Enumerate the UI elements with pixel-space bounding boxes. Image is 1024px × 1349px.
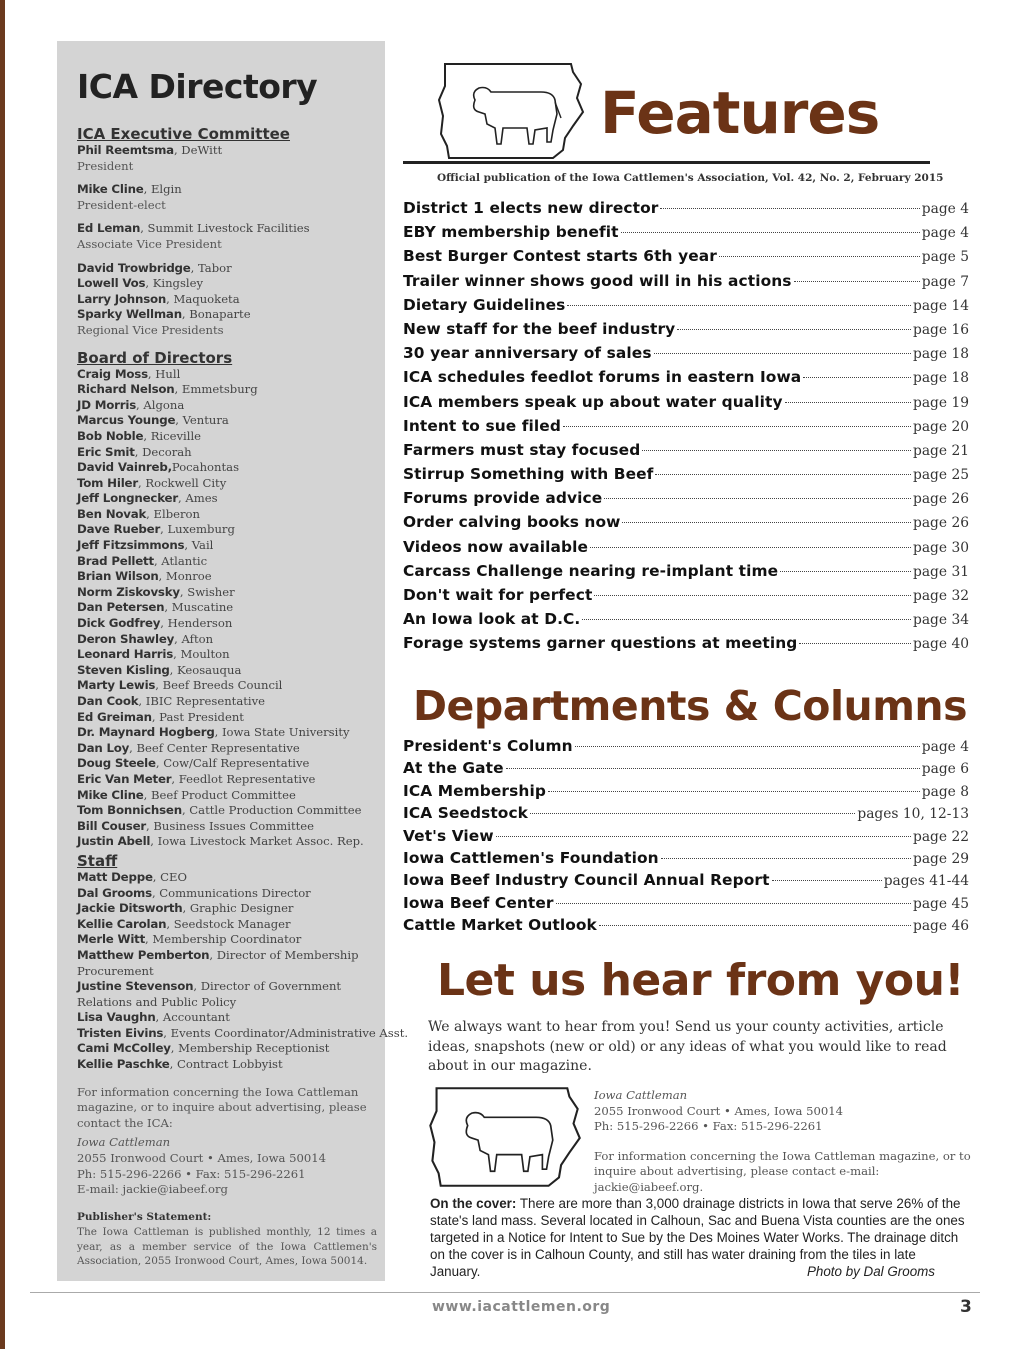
toc-entry-title: Farmers must stay focused [403, 440, 641, 459]
hear-address-line: 2055 Ironwood Court • Ames, Iowa 50014 [594, 1103, 843, 1118]
directory-entry: Bob Noble, Riceville [77, 428, 202, 443]
exec-committee-heading: ICA Executive Committee [77, 125, 290, 143]
directory-entry: David Vainreb,Pocahontas [77, 460, 240, 475]
toc-leader-dots [660, 208, 919, 209]
publisher-statement: The Iowa Cattleman is published monthly, 12 times a year, as a member service of the Iowa Cattlemen's Association, 2055 Ironwood Court, Ames, Iowa 50014. [77, 1226, 377, 1268]
toc-leader-dots [780, 571, 911, 572]
directory-role: Associate Vice President [77, 236, 222, 251]
toc-entry-title: Forums provide advice [403, 489, 603, 508]
toc-entry-page: page 16 [913, 321, 969, 338]
iowa-cattle-logo-small [425, 1082, 583, 1192]
toc-entry [403, 538, 969, 562]
directory-entry: Bill Couser, Business Issues Committee [77, 818, 314, 833]
toc-leader-dots [794, 281, 920, 282]
directory-entry: Larry Johnson, Maquoketa [77, 291, 240, 306]
toc-entry-page: page 40 [913, 636, 969, 653]
toc-entry [403, 737, 969, 759]
toc-entry-title: President's Column [403, 737, 573, 755]
toc-entry-page: page 8 [921, 783, 969, 800]
toc-leader-dots [604, 498, 911, 499]
toc-entry-title: At the Gate [403, 759, 504, 778]
directory-entry: Kellie Paschke, Contract Lobbyist [77, 1057, 283, 1072]
directory-entry: Dan Petersen, Muscatine [77, 600, 234, 615]
directory-entry: Matthew Pemberton, Director of Membership Procurement [77, 947, 359, 978]
toc-entry-page: page 30 [913, 539, 969, 556]
toc-entry-title: Videos now available [403, 537, 589, 556]
toc-entry-page: page 22 [913, 828, 969, 845]
toc-entry-page: page 21 [913, 442, 969, 459]
directory-entry: Phil Reemtsma, DeWitt [77, 143, 223, 157]
directory-entry: Dick Godfrey, Henderson [77, 616, 233, 631]
toc-entry [403, 296, 969, 320]
directory-entry: Dan Loy, Beef Center Representative [77, 740, 300, 755]
toc-leader-dots [719, 256, 920, 257]
toc-entry [403, 320, 969, 344]
page-number: 3 [960, 1297, 972, 1317]
directory-entry: Kellie Carolan, Seedstock Manager [77, 916, 291, 931]
toc-leader-dots [677, 329, 911, 330]
toc-leader-dots [506, 768, 920, 769]
toc-leader-dots [785, 402, 911, 403]
staff-heading: Staff [77, 851, 118, 870]
directory-entry: Jeff Fitzsimmons, Vail [77, 538, 214, 553]
departments-title: Departments & Columns [413, 682, 968, 730]
toc-entry-title: Don't wait for perfect [403, 586, 593, 604]
directory-entry: Deron Shawley, Afton [77, 631, 214, 646]
toc-leader-dots [563, 426, 911, 427]
hear-address-name: Iowa Cattleman [594, 1088, 688, 1102]
toc-entry-title: Forage systems garner questions at meeting [403, 634, 798, 653]
toc-entry-page: page 7 [921, 273, 969, 290]
toc-leader-dots [622, 522, 911, 523]
toc-entry [403, 465, 969, 489]
toc-leader-dots [772, 880, 882, 881]
toc-leader-dots [590, 547, 911, 548]
toc-entry-page: page 25 [913, 467, 969, 484]
hear-info-text: For information concerning the Iowa Cattleman magazine, or to inquire about advertising, please contact e-mail: jackie@iabeef.org. [594, 1148, 971, 1194]
directory-entry: Justin Abell, Iowa Livestock Market Assoc. Rep. [77, 834, 364, 849]
directory-list [77, 123, 409, 1269]
toc-entry-page: page 14 [913, 297, 969, 314]
toc-entry [403, 513, 969, 537]
contact-info-text: For information concerning the Iowa Cattleman magazine, or to inquire about advertising, please contact the ICA: [77, 1084, 367, 1130]
iowa-cattle-logo [435, 58, 585, 164]
hear-phone-line: Ph: 515-296-2266 • Fax: 515-296-2261 [594, 1119, 823, 1133]
toc-entry [403, 804, 969, 826]
toc-entry-title: Dietary Guidelines [403, 295, 566, 314]
toc-entry-title: 30 year anniversary of sales [403, 344, 652, 363]
directory-entry: Craig Moss, Hull [77, 366, 181, 381]
toc-entry-title: Iowa Beef Center [403, 893, 554, 912]
toc-entry [403, 344, 969, 368]
directory-entry: Brad Pellett, Atlantic [77, 553, 208, 568]
directory-entry: Norm Ziskovsky, Swisher [77, 584, 235, 599]
header-rule [403, 161, 930, 164]
features-list [403, 199, 969, 659]
board-heading: Board of Directors [77, 348, 233, 367]
toc-entry [403, 489, 969, 513]
toc-entry-page: page 46 [913, 918, 969, 935]
email-line: E-mail: jackie@iabeef.org [77, 1182, 228, 1197]
directory-role: President-elect [77, 197, 166, 212]
directory-entry: Dan Cook, IBIC Representative [77, 694, 266, 708]
cover-text: There are more than 3,000 drainage districts in Iowa that serve 26% of the state's land mass. Several located in Calhoun, Sac and Buena Vista counties are the ones targeted in a Notice for Intent to Sue by the Des Moines Water Works. The drainage ditch on the cover is in Calhoun County, and still has water draining from the tiles in late January. [430, 1196, 965, 1279]
toc-entry-title: Best Burger Contest starts 6th year [403, 247, 717, 266]
toc-entry-title: Carcass Challenge nearing re-implant time [403, 561, 779, 580]
directory-entry: Tristen Eivins, Events Coordinator/Administrative Asst. [77, 1025, 409, 1040]
directory-entry: JD Morris, Algona [77, 397, 185, 412]
toc-entry-page: page 45 [913, 895, 969, 912]
toc-entry [403, 634, 969, 658]
toc-entry-page: page 20 [913, 418, 969, 435]
directory-entry: Dr. Maynard Hogberg, Iowa State University [77, 725, 350, 740]
toc-entry [403, 759, 969, 781]
toc-entry-page: page 18 [913, 346, 969, 363]
directory-title: ICA Directory [77, 67, 318, 106]
toc-entry-page: page 18 [913, 370, 969, 387]
toc-entry-title: ICA schedules feedlot forums in eastern Iowa [403, 368, 802, 387]
directory-entry: Merle Witt, Membership Coordinator [77, 932, 302, 947]
directory-entry: Sparky Wellman, Bonaparte [77, 307, 251, 322]
hear-body: We always want to hear from you! Send us your county activities, article ideas, snapshots (new or old) or any ideas of what you would like to read about in our magazine. [428, 1019, 947, 1074]
toc-entry-page: page 26 [913, 515, 969, 532]
directory-entry: Eric Van Meter, Feedlot Representative [77, 771, 316, 786]
page-edge-strip [0, 0, 5, 1349]
toc-leader-dots [799, 643, 911, 644]
hear-title: Let us hear from you! [437, 955, 964, 1006]
departments-list [403, 737, 969, 939]
toc-entry-page: page 34 [913, 612, 969, 629]
directory-entry: Tom Bonnichsen, Cattle Production Committee [77, 803, 362, 818]
directory-entry: David Trowbridge, Tabor [77, 260, 232, 275]
directory-entry: Jeff Longnecker, Ames [77, 491, 218, 506]
toc-leader-dots [496, 836, 911, 837]
directory-entry: Eric Smit, Decorah [77, 444, 192, 459]
directory-entry: Steven Kisling, Keosauqua [77, 662, 242, 677]
toc-leader-dots [661, 858, 911, 859]
toc-entry [403, 586, 969, 610]
toc-leader-dots [599, 925, 911, 926]
directory-entry: Brian Wilson, Monroe [77, 569, 212, 584]
directory-entry: Dave Rueber, Luxemburg [77, 522, 235, 537]
toc-leader-dots [575, 746, 920, 747]
toc-entry [403, 441, 969, 465]
toc-entry-page: page 6 [921, 761, 969, 778]
toc-entry [403, 916, 969, 938]
toc-entry-title: New staff for the beef industry [403, 319, 676, 338]
directory-entry: Mike Cline, Beef Product Committee [77, 787, 296, 802]
toc-entry-title: An Iowa look at D.C. [403, 610, 581, 629]
toc-leader-dots [803, 377, 911, 378]
toc-entry-title: District 1 elects new director [403, 199, 659, 217]
toc-entry [403, 562, 969, 586]
directory-entry: Matt Deppe, CEO [77, 869, 187, 884]
directory-entry: Lowell Vos, Kingsley [77, 276, 204, 291]
publisher-heading: Publisher's Statement: [77, 1210, 212, 1223]
toc-entry-page: page 19 [913, 394, 969, 411]
toc-leader-dots [582, 619, 911, 620]
directory-entry: Tom Hiler, Rockwell City [77, 475, 227, 490]
toc-entry-title: Order calving books now [403, 513, 621, 532]
toc-leader-dots [567, 305, 911, 306]
toc-entry-title: Iowa Beef Industry Council Annual Report [403, 871, 770, 890]
toc-entry-title: Stirrup Something with Beef [403, 465, 654, 484]
toc-entry-page: page 4 [921, 225, 969, 242]
toc-leader-dots [654, 353, 911, 354]
toc-entry-page: pages 10, 12-13 [857, 806, 969, 823]
toc-leader-dots [530, 813, 855, 814]
toc-entry [403, 199, 969, 223]
toc-entry [403, 247, 969, 271]
toc-entry [403, 849, 969, 871]
toc-entry [403, 782, 969, 804]
toc-entry-page: page 5 [921, 249, 969, 266]
toc-leader-dots [655, 474, 911, 475]
toc-entry-title: EBY membership benefit [403, 223, 619, 242]
phone-line: Ph: 515-296-2266 • Fax: 515-296-2261 [77, 1166, 306, 1181]
toc-entry-title: ICA Seedstock [403, 804, 529, 823]
directory-entry: Ed Leman, Summit Livestock Facilities [77, 221, 310, 236]
directory-entry: Dal Grooms, Communications Director [77, 885, 311, 900]
directory-entry: Ben Novak, Elberon [77, 506, 200, 521]
toc-leader-dots [642, 450, 911, 451]
directory-entry: Jackie Ditsworth, Graphic Designer [77, 901, 294, 916]
toc-entry-page: page 31 [913, 563, 969, 580]
address-name: Iowa Cattleman [77, 1135, 171, 1150]
footer-rule [30, 1292, 980, 1293]
directory-role: Regional Vice Presidents [77, 322, 224, 337]
toc-entry [403, 827, 969, 849]
directory-entry: Richard Nelson, Emmetsburg [77, 382, 258, 397]
toc-leader-dots [548, 791, 920, 792]
toc-entry-title: ICA Membership [403, 781, 546, 800]
publication-line: Official publication of the Iowa Cattlemen's Association, Vol. 42, No. 2, February 2015 [437, 172, 944, 184]
features-title: Features [600, 79, 880, 147]
cover-caption [430, 1196, 967, 1281]
toc-entry-title: Intent to sue filed [403, 416, 561, 435]
directory-entry: Justine Stevenson, Director of Government Relations and Public Policy [77, 979, 342, 1009]
toc-entry-title: Vet's View [403, 826, 494, 845]
toc-entry-page: page 29 [913, 850, 969, 867]
toc-entry-page: pages 41-44 [883, 873, 969, 890]
toc-entry-title: ICA members speak up about water quality [403, 392, 783, 411]
toc-entry-page: page 26 [913, 491, 969, 508]
photo-credit: Photo by Dal Grooms [806, 1263, 935, 1279]
toc-entry [403, 417, 969, 441]
toc-entry-title: Iowa Cattlemen's Foundation [403, 848, 659, 867]
footer-url[interactable]: www.iacattlemen.org [432, 1299, 611, 1315]
toc-entry-title: Trailer winner shows good will in his actions [403, 271, 792, 290]
toc-entry-page: page 4 [921, 201, 969, 217]
directory-entry: Mike Cline, Elgin [77, 182, 182, 197]
toc-entry [403, 368, 969, 392]
toc-entry [403, 871, 969, 893]
directory-entry: Marty Lewis, Beef Breeds Council [77, 678, 283, 693]
toc-leader-dots [621, 232, 920, 233]
toc-leader-dots [594, 595, 911, 596]
toc-entry [403, 610, 969, 634]
directory-entry: Marcus Younge, Ventura [77, 413, 229, 428]
toc-entry [403, 223, 969, 247]
hear-address-block [594, 1088, 974, 1195]
toc-entry-page: page 4 [921, 739, 969, 755]
directory-entry: Doug Steele, Cow/Calf Representative [77, 756, 310, 771]
directory-sidebar [57, 41, 409, 1281]
cover-label: On the cover: [430, 1196, 517, 1211]
directory-entry: Lisa Vaughn, Accountant [77, 1010, 230, 1025]
toc-entry-page: page 32 [913, 588, 969, 604]
directory-role: President [77, 158, 134, 173]
directory-entry: Leonard Harris, Moulton [77, 647, 230, 662]
toc-entry-title: Cattle Market Outlook [403, 916, 597, 935]
directory-entry: Cami McColley, Membership Receptionist [77, 1041, 330, 1056]
address-line: 2055 Ironwood Court • Ames, Iowa 50014 [77, 1151, 326, 1166]
directory-entry: Ed Greiman, Past President [77, 709, 244, 724]
toc-entry [403, 894, 969, 916]
toc-entry [403, 272, 969, 296]
toc-entry [403, 393, 969, 417]
toc-leader-dots [556, 903, 911, 904]
